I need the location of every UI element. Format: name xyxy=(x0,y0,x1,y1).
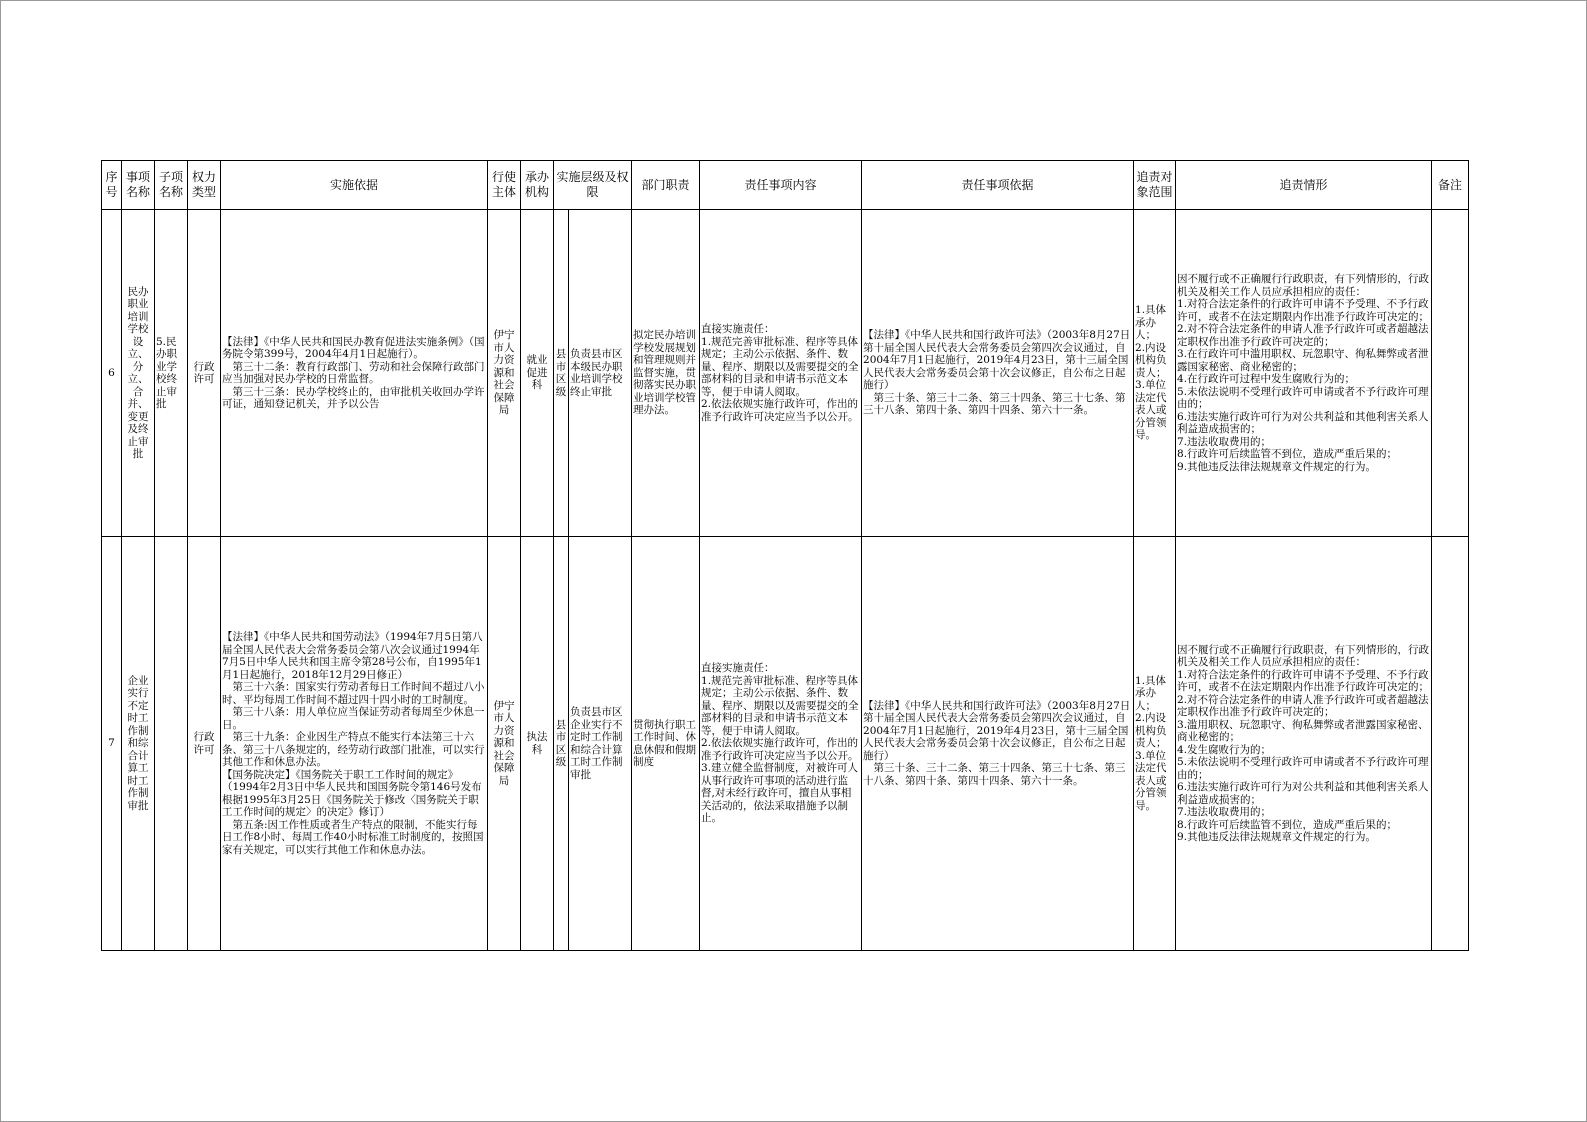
cell-resp-basis: 【法律】《中华人民共和国行政许可法》（2003年8月27日第十届全国人民代表大会常务委员会第四次会议通过，自2004年7月1日起施行，2019年4月23日，第十三届全国人民代表大会常务委员会第十次会议修正，自公布之日起施行） 第三十条、三十二条、第三十四条、第三十七条、第三十八条、第四十条、第四十四条、第六十一条。 xyxy=(862,537,1134,951)
cell-duty: 拟定民办培训学校发展规划和管理规则并监督实施，贯彻落实民办职业培训学校管理办法。 xyxy=(632,210,700,537)
table-row xyxy=(102,210,1469,537)
header-remark: 备注 xyxy=(1432,161,1469,210)
cell-scope: 1.具体承办人； 2.内设机构负责人； 3.单位法定代表人或分管领导。 xyxy=(1134,210,1176,537)
cell-resp-content: 直接实施责任： 1.规范完善审批标准、程序等具体规定；主动公示依据、条件、数量、程序、期限以及需要提交的全部材料的目录和申请书示范文本等，便于申请人阅取。 2.依法依规实施行政许可，作出的准予行政许可决定应当予以公开。 xyxy=(700,210,862,537)
header-item-name: 事项名称 xyxy=(122,161,155,210)
cell-seq: 7 xyxy=(102,537,122,951)
responsibility-table xyxy=(101,160,1469,951)
table-header-row xyxy=(102,161,1469,210)
table-row xyxy=(102,537,1469,951)
header-duty: 部门职责 xyxy=(632,161,700,210)
header-power-type: 权力类型 xyxy=(188,161,221,210)
cell-scope: 1.具体承办人； 2.内设机构负责人； 3.单位法定代表人或分管领导。 xyxy=(1134,537,1176,951)
cell-sub-item xyxy=(155,537,188,951)
cell-organ: 执法科 xyxy=(521,537,554,951)
cell-sub-item: 5.民办职业学校终止审批 xyxy=(155,210,188,537)
level-text: 县市区级 xyxy=(555,718,567,768)
cell-duty: 贯彻执行职工工作时间、休息休假和假期制度 xyxy=(632,537,700,951)
cell-subject: 伊宁市人力资源和社会保障局 xyxy=(488,537,521,951)
cell-situation: 因不履行或不正确履行行政职责，有下列情形的，行政机关及相关工作人员应承担相应的责任： 1.对符合法定条件的行政许可申请不予受理、不予行政许可，或者不在法定期限内作出准予行政许可决定的； 2.对不符合法定条件的申请人准予行政许可或者超越法定职权作出准予行政许可决定的； 3.在行政许可中滥用职权、玩忽职守、徇私舞弊或者泄露国家秘密、商业秘密的； 4.在行政许可过程中发生腐败行为的； 5.未依法说明不受理行政许可申请或者不予行政许可理由的； 6.违法实施行政许可行为对公共利益和其他利害关系人利益造成损害的； 7.违法收取费用的； 8.行政许可后续监管不到位，造成严重后果的； 9.其他违反法律法规规章文件规定的行为。 xyxy=(1176,210,1432,537)
cell-level xyxy=(554,210,569,537)
header-level: 实施层级及权限 xyxy=(554,161,632,210)
header-basis: 实施依据 xyxy=(221,161,488,210)
header-subject: 行使主体 xyxy=(488,161,521,210)
header-resp-content: 责任事项内容 xyxy=(700,161,862,210)
level-text: 县市区级 xyxy=(555,348,567,398)
cell-organ: 就业促进科 xyxy=(521,210,554,537)
header-situation: 追责情形 xyxy=(1176,161,1432,210)
cell-resp-basis: 【法律】《中华人民共和国行政许可法》（2003年8月27日第十届全国人民代表大会常务委员会第四次会议通过，自2004年7月1日起施行，2019年4月23日，第十三届全国人民代表大会常务委员会第十次会议修正，自公布之日起施行） 第三十条、第三十二条、第三十四条、第三十七条、第三十八条、第四十条、第四十四条、第六十一条。 xyxy=(862,210,1134,537)
header-seq: 序号 xyxy=(102,161,122,210)
cell-level-desc: 负责县市区企业实行不定时工作制和综合计算工时工作制审批 xyxy=(569,537,632,951)
cell-remark xyxy=(1432,537,1469,951)
cell-seq: 6 xyxy=(102,210,122,537)
header-organ: 承办机构 xyxy=(521,161,554,210)
header-sub-item: 子项名称 xyxy=(155,161,188,210)
cell-basis: 【法律】《中华人民共和国劳动法》（1994年7月5日第八届全国人民代表大会常务委员会第八次会议通过1994年7月5日中华人民共和国主席令第28号公布，自1995年1月1日起施行，2018年12月29日修正） 第三十六条：国家实行劳动者每日工作时间不超过八小时、平均每周工作时间不超过四十四小时的工时制度。 第三十八条：用人单位应当保证劳动者每周至少休息一日。 第三十九条：企业因生产特点不能实行本法第三十六条、第三十八条规定的，经劳动行政部门批准，可以实行其他工作和休息办法。 【国务院决定】《国务院关于职工工作时间的规定》（1994年2月3日中华人民共和国国务院令第146号发布 根据1995年3月25日《国务院关于修改〈国务院关于职工工作时间的规定〉的决定》修订） 第五条:因工作性质或者生产特点的限制，不能实行每日工作8小时、每周工作40小时标准工时制度的，按照国家有关规定，可以实行其他工作和休息办法。 xyxy=(221,537,488,951)
cell-resp-content: 直接实施责任： 1.规范完善审批标准、程序等具体规定；主动公示依据、条件、数量、程序、期限以及需要提交的全部材料的目录和申请书示范文本等，便于申请人阅取。 2.依法依规实施行政许可，作出的准予行政许可决定应当予以公开。 3.建立健全监督制度，对被许可人从事行政许可事项的活动进行监督,对未经行政许可，擅自从事相关活动的，依法采取措施予以制止。 xyxy=(700,537,862,951)
cell-item-name: 企业实行不定时工作制和综合计算工时工作制审批 xyxy=(122,537,155,951)
header-resp-basis: 责任事项依据 xyxy=(862,161,1134,210)
cell-situation: 因不履行或不正确履行行政职责，有下列情形的，行政机关及相关工作人员应承担相应的责任： 1.对符合法定条件的行政许可申请不予受理、不予行政许可，或者不在法定期限内作出准予行政许可决定的； 2.对不符合法定条件的申请人准予行政许可或者超越法定职权作出准予行政许可决定的； 3.滥用职权、玩忽职守、徇私舞弊或者泄露国家秘密、商业秘密的； 4.发生腐败行为的； 5.未依法说明不受理行政许可申请或者不予行政许可理由的； 6.违法实施行政许可行为对公共利益和其他利害关系人利益造成损害的； 7.违法收取费用的； 8.行政许可后续监管不到位，造成严重后果的； 9.其他违反法律法规规章文件规定的行为。 xyxy=(1176,537,1432,951)
cell-level-desc: 负责县市区本级民办职业培训学校终止审批 xyxy=(569,210,632,537)
cell-item-name: 民办职业培训学校设立、分立、合并、变更及终止审批 xyxy=(122,210,155,537)
header-scope: 追责对象范围 xyxy=(1134,161,1176,210)
cell-basis: 【法律】《中华人民共和国民办教育促进法实施条例》（国务院令第399号，2004年4月1日起施行）。 第三十二条：教育行政部门、劳动和社会保障行政部门应当加强对民办学校的日常监督。 第三十三条：民办学校终止的，由审批机关收回办学许可证，通知登记机关，并予以公告 xyxy=(221,210,488,537)
cell-power-type: 行政许可 xyxy=(188,210,221,537)
cell-level xyxy=(554,537,569,951)
cell-remark xyxy=(1432,210,1469,537)
cell-subject: 伊宁市人力资源和社会保障局 xyxy=(488,210,521,537)
cell-power-type: 行政许可 xyxy=(188,537,221,951)
